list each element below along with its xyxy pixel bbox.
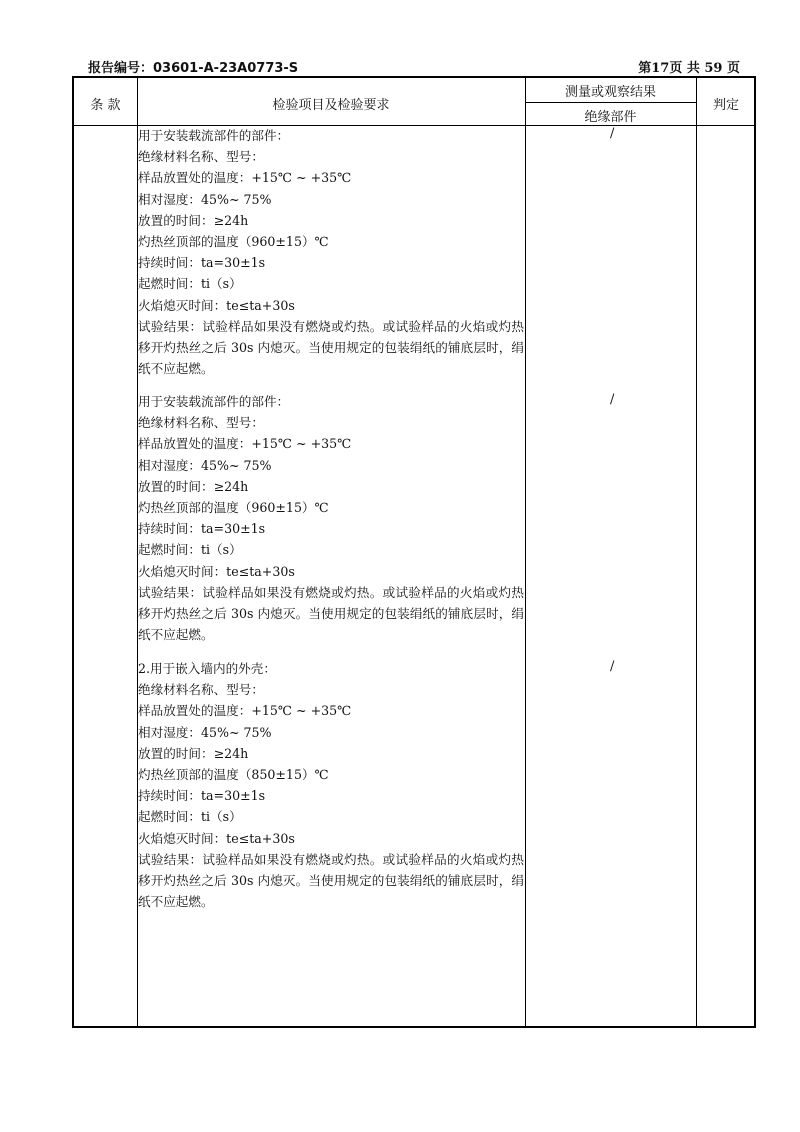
header-item: 检验项目及检验要求: [272, 98, 390, 113]
block-line: 放置的时间：≥24h: [138, 745, 249, 761]
header-result-group: 测量或观察结果: [564, 85, 656, 100]
result-block-3: /: [610, 659, 615, 674]
block-line: 持续时间：ta=30±1s: [138, 521, 266, 537]
block-line: 放置的时间：≥24h: [138, 478, 249, 494]
block-line: 灼热丝顶部的温度（850±15）℃: [138, 767, 329, 783]
block-line: 样品放置处的温度：+15℃ ~ +35℃: [138, 170, 352, 186]
block-line: 相对湿度：45%~ 75%: [138, 457, 272, 473]
block-line: 绝缘材料名称、型号：: [138, 682, 264, 698]
block-conclusion: 试验结果：试验样品如果没有燃烧或灼热。或试验样品的火焰或灼热移开灼热丝之后 30s 内熄灭。当使用规定的包装绢纸的铺底层时，绢纸不应起燃。: [138, 584, 524, 643]
block-line: 持续时间：ta=30±1s: [138, 255, 266, 271]
block-line: 样品放置处的温度：+15℃ ~ +35℃: [138, 436, 352, 452]
block-line: 放置的时间：≥24h: [138, 212, 249, 228]
result-block-1: /: [610, 126, 615, 141]
block-line: 绝缘材料名称、型号：: [138, 415, 264, 431]
block-line: 绝缘材料名称、型号：: [138, 149, 264, 165]
test-block-2: [138, 391, 524, 645]
block-line: 样品放置处的温度：+15℃ ~ +35℃: [138, 703, 352, 719]
inspection-table: [72, 76, 756, 1028]
col-divider-item: [525, 78, 526, 1026]
page-info: 第17页 共 59 页: [638, 61, 740, 76]
result-subheader-divider: [525, 102, 696, 103]
block-line: 火焰熄灭时间：te≤ta+30s: [138, 830, 295, 846]
block-line: 起燃时间：ti（s）: [138, 276, 242, 292]
block-line: 用于安装载流部件的部件：: [138, 394, 290, 409]
report-number: 报告编号：03601-A-23A0773-S: [88, 61, 299, 76]
block-line: 火焰熄灭时间：te≤ta+30s: [138, 297, 295, 313]
block-line: 用于安装载流部件的部件：: [138, 128, 290, 143]
header-result-sub: 绝缘部件: [584, 110, 637, 125]
block-line: 火焰熄灭时间：te≤ta+30s: [138, 563, 295, 579]
test-block-3: [138, 658, 524, 912]
block-line: 相对湿度：45%~ 75%: [138, 724, 272, 740]
header-clause: 条 款: [90, 98, 121, 113]
block-line: 灼热丝顶部的温度（960±15）℃: [138, 234, 329, 250]
block-line: 起燃时间：ti（s）: [138, 542, 242, 558]
block-line: 起燃时间：ti（s）: [138, 809, 242, 825]
block-line: 持续时间：ta=30±1s: [138, 788, 266, 804]
block-line: 相对湿度：45%~ 75%: [138, 191, 272, 207]
block-conclusion: 试验结果：试验样品如果没有燃烧或灼热。或试验样品的火焰或灼热移开灼热丝之后 30s 内熄灭。当使用规定的包装绢纸的铺底层时，绢纸不应起燃。: [138, 318, 524, 377]
block-conclusion: 试验结果：试验样品如果没有燃烧或灼热。或试验样品的火焰或灼热移开灼热丝之后 30s 内熄灭。当使用规定的包装绢纸的铺底层时，绢纸不应起燃。: [138, 851, 524, 910]
col-divider-result: [696, 78, 697, 1026]
block-line: 2.用于嵌入墙内的外壳：: [138, 661, 276, 676]
header-verdict: 判定: [712, 98, 739, 113]
block-line: 灼热丝顶部的温度（960±15）℃: [138, 500, 329, 516]
test-block-1: [138, 125, 524, 379]
result-block-2: /: [610, 392, 615, 407]
